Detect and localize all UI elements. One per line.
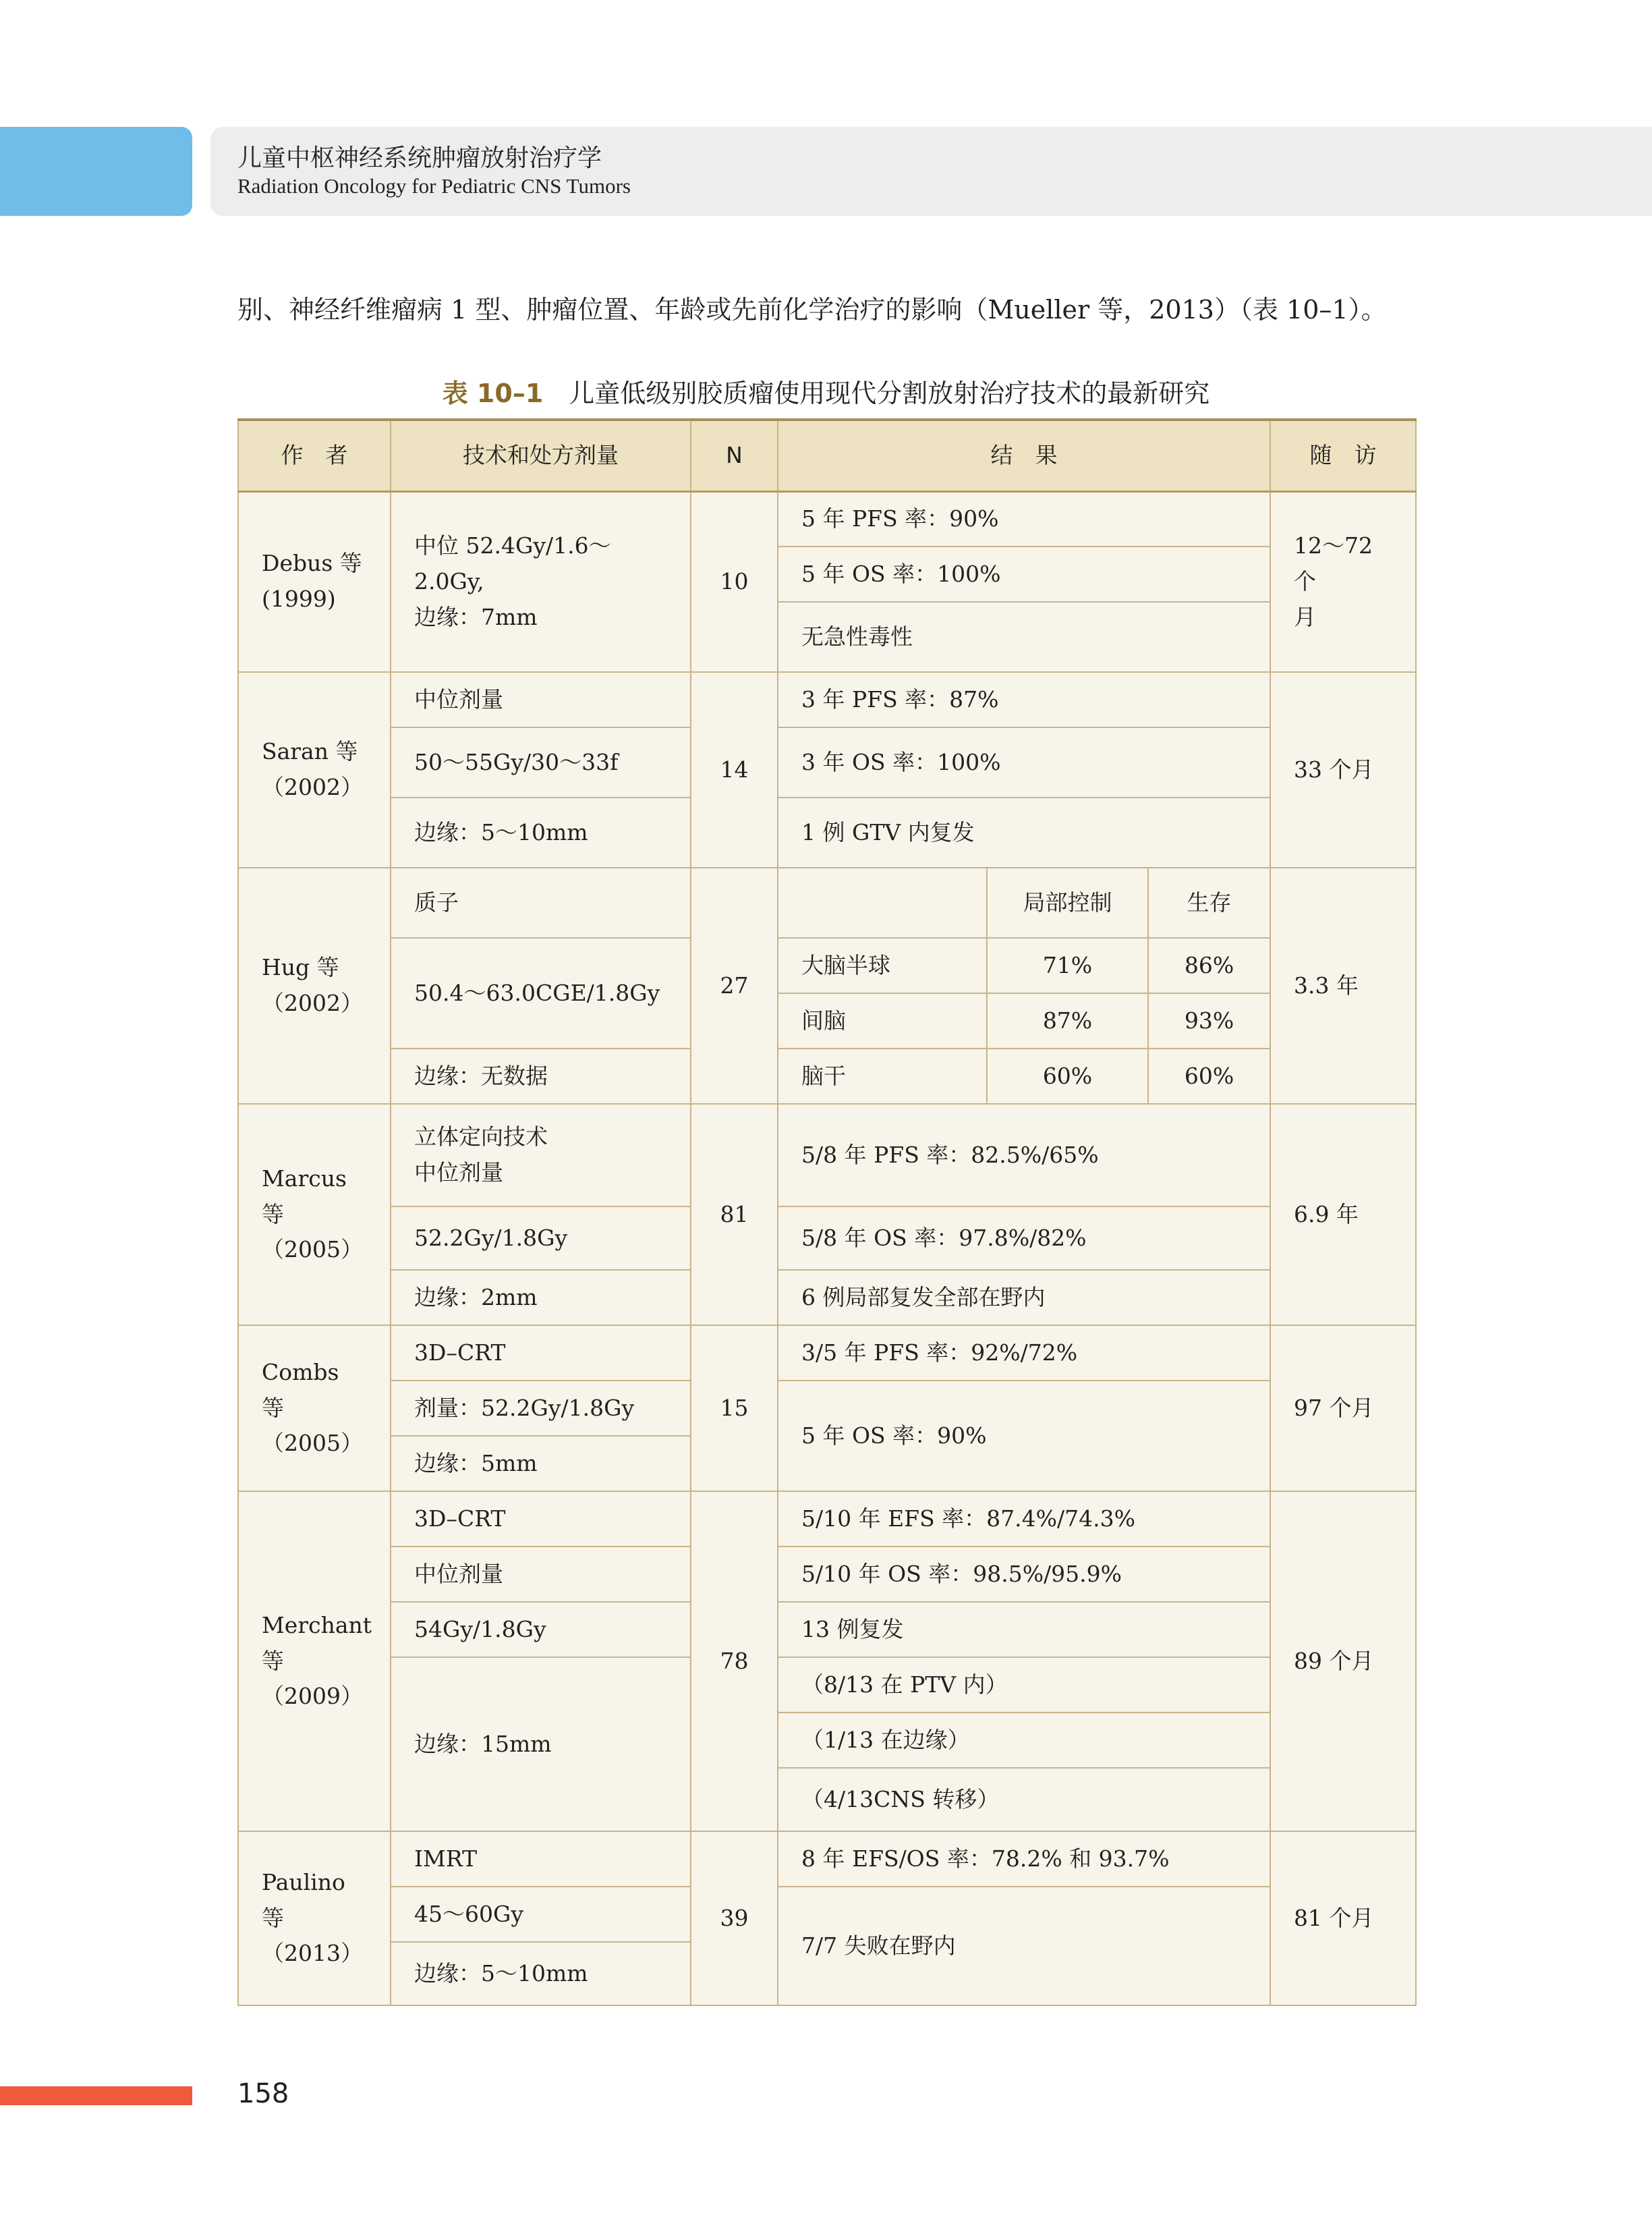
author-cell: Hug 等 （2002） [238,868,391,1104]
table-caption-number: 表 10–1 [442,379,544,408]
technique-cell: 50～55Gy/30～33f [391,727,691,798]
table-row [238,1547,1416,1602]
followup-cell: 33 个月 [1270,672,1416,868]
result-cell: 3 年 OS 率：100% [778,727,1270,798]
table-row [238,1887,1416,1942]
table-caption-title: 儿童低级别胶质瘤使用现代分割放射治疗技术的最新研究 [569,379,1210,408]
author-cell: Marcus 等 （2005） [238,1104,391,1325]
header-followup: 随 访 [1270,420,1416,491]
result-cell: 1 例 GTV 内复发 [778,798,1270,868]
result-cell: （4/13CNS 转移） [778,1768,1270,1831]
author-cell: Saran 等 （2002） [238,672,391,868]
subtable-site-cell: 大脑半球 [778,938,987,993]
table-row [238,1831,1416,1887]
table-row [238,1381,1416,1436]
subtable-survival-cell: 86% [1148,938,1270,993]
technique-cell: 3D–CRT [391,1325,691,1381]
result-cell: 5 年 PFS 率：90% [778,491,1270,547]
technique-cell: 质子 [391,868,691,938]
author-cell: Debus 等 (1999) [238,491,391,672]
followup-cell: 81 个月 [1270,1831,1416,2005]
result-cell: 13 例复发 [778,1602,1270,1657]
author-cell: Combs 等 （2005） [238,1325,391,1491]
n-cell: 10 [691,491,778,672]
technique-cell: 边缘：2mm [391,1270,691,1325]
subtable-site-cell: 脑干 [778,1049,987,1104]
subtable-header-local-control: 局部控制 [987,868,1148,938]
n-cell: 39 [691,1831,778,2005]
result-cell: 8 年 EFS/OS 率：78.2% 和 93.7% [778,1831,1270,1887]
technique-cell: 立体定向技术 中位剂量 [391,1104,691,1206]
followup-cell: 6.9 年 [1270,1104,1416,1325]
subtable-local-cell: 71% [987,938,1148,993]
page-number: 158 [237,2078,289,2109]
result-cell: （8/13 在 PTV 内） [778,1657,1270,1713]
header-results: 结 果 [778,420,1270,491]
table-row [238,491,1416,547]
table-row [238,1206,1416,1270]
result-cell: 5/8 年 PFS 率：82.5%/65% [778,1104,1270,1206]
header-technique: 技术和处方剂量 [391,420,691,491]
book-title-chinese: 儿童中枢神经系统肿瘤放射治疗学 [237,144,602,172]
table-header-row [238,420,1416,491]
result-cell: 5/10 年 OS 率：98.5%/95.9% [778,1547,1270,1602]
technique-cell: 中位 52.4Gy/1.6～2.0Gy, 边缘：7mm [391,491,691,672]
header-color-tab [0,127,192,216]
table-caption [0,372,1652,410]
followup-cell: 12～72 个 月 [1270,491,1416,672]
intro-paragraph: 别、神经纤维瘤病 1 型、肿瘤位置、年龄或先前化学治疗的影响（Mueller 等，2013）（表 10–1）。 [237,295,1387,325]
header-author: 作 者 [238,420,391,491]
author-cell: Merchant 等（2009） [238,1491,391,1831]
technique-cell: 中位剂量 [391,1547,691,1602]
subtable-header-survival: 生存 [1148,868,1270,938]
technique-cell: 中位剂量 [391,672,691,727]
table-row [238,1270,1416,1325]
result-cell: 5 年 OS 率：90% [778,1381,1270,1491]
header-n: N [691,420,778,491]
subtable-survival-cell: 93% [1148,993,1270,1049]
result-cell: 无急性毒性 [778,602,1270,672]
subtable-local-cell: 60% [987,1049,1148,1104]
subtable-site-cell: 间脑 [778,993,987,1049]
result-cell: （1/13 在边缘） [778,1713,1270,1768]
table-row [238,1325,1416,1381]
result-cell: 5 年 OS 率：100% [778,547,1270,602]
subtable-survival-cell: 60% [1148,1049,1270,1104]
n-cell: 14 [691,672,778,868]
table-row [238,727,1416,798]
result-cell: 5/8 年 OS 率：97.8%/82% [778,1206,1270,1270]
followup-cell: 97 个月 [1270,1325,1416,1491]
table-row [238,868,1416,938]
table-row [238,798,1416,868]
table-row [238,1657,1416,1713]
table-row [238,1104,1416,1206]
technique-cell: 3D–CRT [391,1491,691,1547]
technique-cell: 50.4～63.0CGE/1.8Gy [391,938,691,1049]
result-cell: 7/7 失败在野内 [778,1887,1270,2005]
n-cell: 81 [691,1104,778,1325]
table-row [238,1049,1416,1104]
table-row [238,672,1416,727]
technique-cell: 45～60Gy [391,1887,691,1942]
technique-cell: 边缘：5mm [391,1436,691,1491]
result-cell: 3 年 PFS 率：87% [778,672,1270,727]
technique-cell: 剂量：52.2Gy/1.8Gy [391,1381,691,1436]
result-cell: 6 例局部复发全部在野内 [778,1270,1270,1325]
n-cell: 78 [691,1491,778,1831]
n-cell: 27 [691,868,778,1104]
technique-cell: 52.2Gy/1.8Gy [391,1206,691,1270]
table-row [238,1491,1416,1547]
study-table [237,418,1417,2006]
subtable-empty-cell [778,868,987,938]
result-cell: 5/10 年 EFS 率：87.4%/74.3% [778,1491,1270,1547]
n-cell: 15 [691,1325,778,1491]
followup-cell: 89 个月 [1270,1491,1416,1831]
technique-cell: 54Gy/1.8Gy [391,1602,691,1657]
author-cell: Paulino 等 （2013） [238,1831,391,2005]
table-row [238,938,1416,993]
technique-cell: 边缘：5～10mm [391,1942,691,2005]
footer-color-bar [0,2086,192,2105]
table-row [238,1602,1416,1657]
technique-cell: 边缘：5～10mm [391,798,691,868]
technique-cell: 边缘：无数据 [391,1049,691,1104]
subtable-local-cell: 87% [987,993,1148,1049]
technique-cell: IMRT [391,1831,691,1887]
result-cell: 3/5 年 PFS 率：92%/72% [778,1325,1270,1381]
technique-cell: 边缘：15mm [391,1657,691,1831]
book-title-english: Radiation Oncology for Pediatric CNS Tumors [237,174,631,198]
followup-cell: 3.3 年 [1270,868,1416,1104]
